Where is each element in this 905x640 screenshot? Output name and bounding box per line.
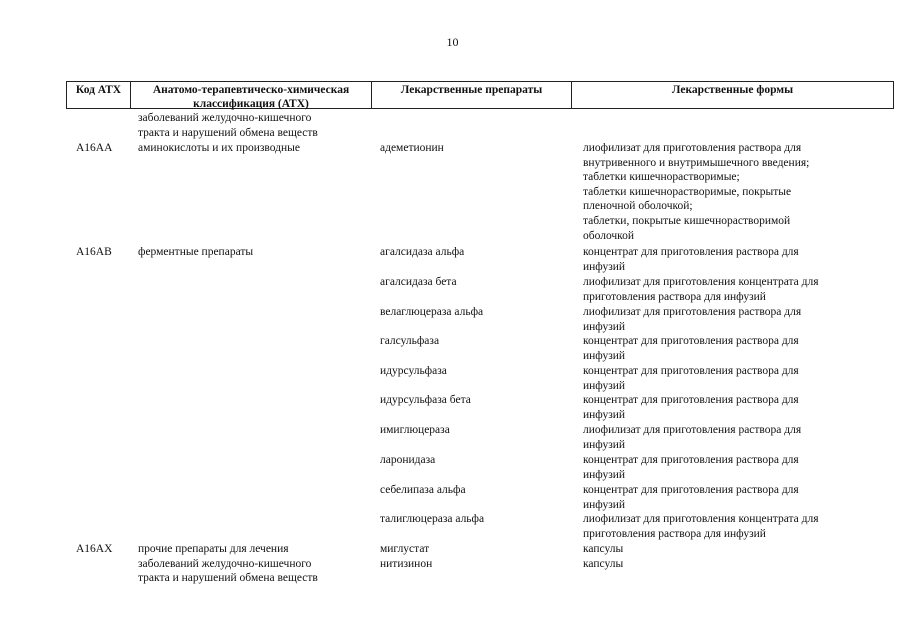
drug-form: концентрат для приготовления раствора для инфузий [583,394,799,421]
drug-form: капсулы [583,543,624,555]
drug-name: себелипаза альфа [380,484,466,496]
header-code: Код АТХ [67,82,131,108]
drug-name: ларонидаза [380,454,436,466]
drug-name: агалсидаза альфа [380,246,465,258]
header-classification: Анатомо-терапевтическо-химическая классификация (АТХ) [131,82,372,108]
drug-form: лиофилизат для приготовления концентрата для приготовления раствора для инфузий [583,513,819,540]
drug-form: концентрат для приготовления раствора для инфузий [583,246,799,273]
row-classification: ферментные препараты [138,246,254,258]
row-code: A16AB [76,246,112,258]
row-code: A16AA [76,142,113,154]
drug-form: лиофилизат для приготовления раствора для инфузий [583,306,802,333]
header-forms: Лекарственные формы [671,84,794,96]
drug-name: имиглюцераза [380,424,450,436]
drug-form: концентрат для приготовления раствора для инфузий [583,335,799,362]
drug-name: миглустат [380,543,430,555]
row-classification: прочие препараты для лечения заболеваний желудочно-кишечного тракта и нарушений обмена веществ [138,543,318,585]
drug-form: концентрат для приготовления раствора для инфузий [583,365,799,392]
drug-name: талиглюцераза альфа [380,513,485,525]
drug-name: агалсидаза бета [380,276,457,288]
drug-name: велаглюцераза альфа [380,306,484,318]
drug-form: лиофилизат для приготовления раствора для внутривенного и внутримышечного введения; таблетки кишечнорастворимые; таблетки кишечнорастворимые, покрытые пленочной оболочкой; таблетки, покрытые кишечнорастворимой оболочкой [583,142,810,242]
drug-form: капсулы [583,558,624,570]
drug-name: галсульфаза [380,335,440,347]
classification-carryover: заболеваний желудочно-кишечного тракта и нарушений обмена веществ [138,112,318,139]
page-number: 10 [446,35,459,49]
drug-name: адеметионин [380,142,444,154]
drug-name: нитизинон [380,558,433,570]
drug-form: концентрат для приготовления раствора для инфузий [583,484,799,511]
drug-form: лиофилизат для приготовления концентрата для приготовления раствора для инфузий [583,276,819,303]
table-header [66,81,894,109]
row-code: A16AX [76,543,113,555]
drug-form: лиофилизат для приготовления раствора для инфузий [583,424,802,451]
row-classification: аминокислоты и их производные [138,142,301,154]
header-drugs: Лекарственные препараты [372,82,572,108]
drug-form: концентрат для приготовления раствора для инфузий [583,454,799,481]
drug-name: идурсульфаза бета [380,394,471,406]
drug-name: идурсульфаза [380,365,447,377]
